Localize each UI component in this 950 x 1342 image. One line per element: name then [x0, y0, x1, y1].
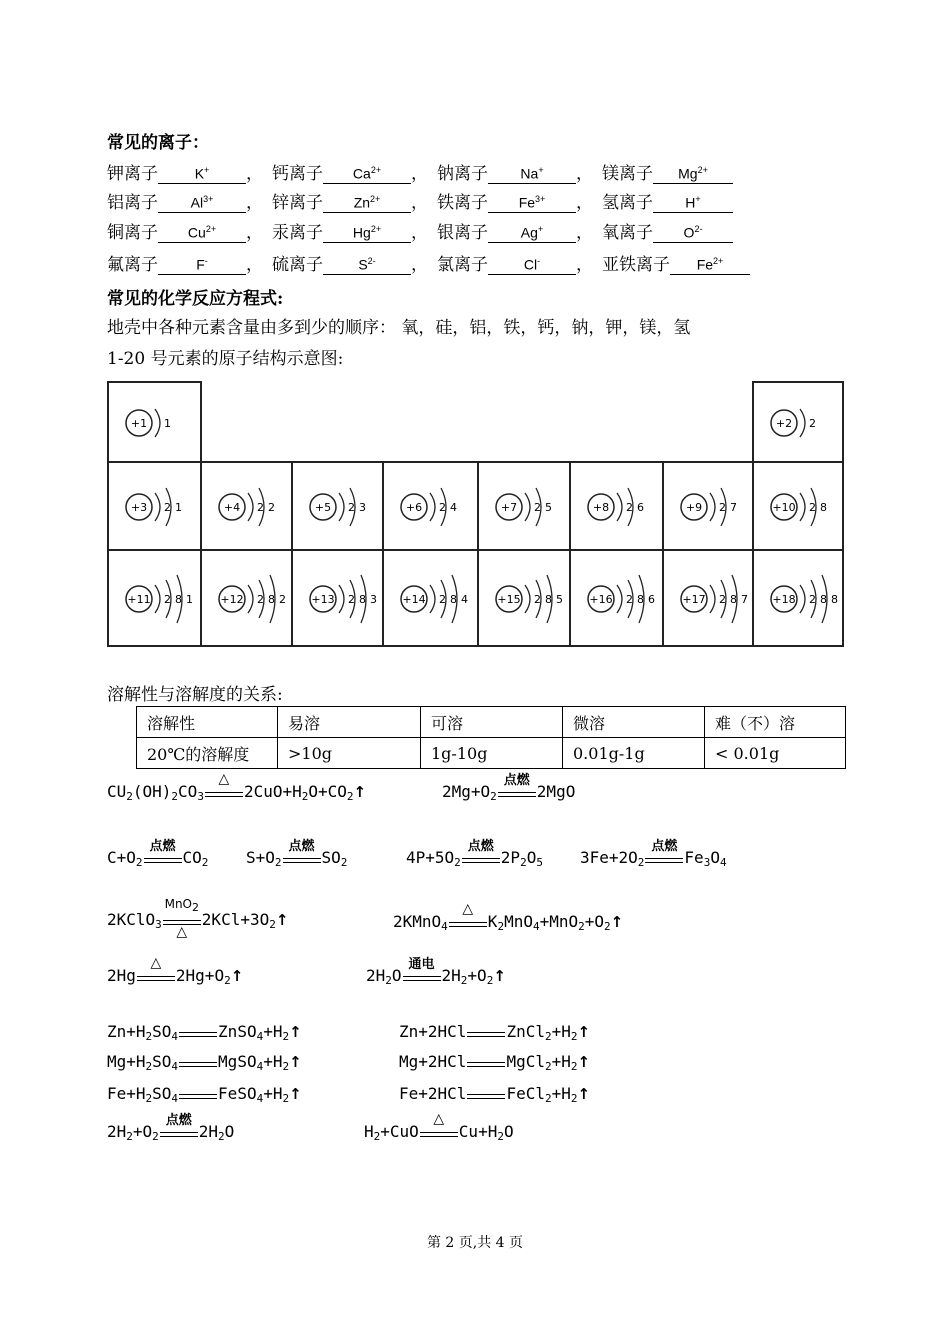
atom-cell: [752, 549, 844, 647]
electron-shell-arc: [525, 585, 530, 613]
electron-shell-arc: [617, 585, 622, 613]
electron-count: 8: [637, 593, 644, 606]
ion-item: [602, 159, 759, 184]
separator: ，: [246, 223, 263, 243]
equation: $S+O_2$ 点燃 $SO_2$: [246, 838, 348, 869]
ion-symbol: $Zn^{2+}$: [323, 190, 411, 213]
electron-count: 2: [534, 593, 541, 606]
separator: ，: [411, 164, 428, 184]
atom-diagram: [479, 551, 571, 647]
ion-symbol: $Cu^{2+}$: [158, 220, 246, 243]
electron-count: 8: [450, 593, 457, 606]
table-cell: 难（不）溶: [705, 707, 846, 738]
equation: $3Fe+2O_2$ 点燃 $Fe_3O_4$: [580, 838, 727, 869]
table-cell: < 0.01g: [705, 738, 846, 769]
electron-count: 2: [439, 501, 446, 514]
ions-heading: 常见的离子：: [107, 133, 209, 153]
nucleus-charge: +15: [497, 593, 521, 606]
atom-diagram: [384, 463, 479, 551]
nucleus-charge: +9: [685, 501, 703, 514]
electron-count: 6: [637, 501, 644, 514]
electron-count: 5: [556, 593, 563, 606]
atom-diagram: [293, 463, 384, 551]
ion-name: 氯离子: [437, 255, 488, 275]
nucleus-charge: +10: [772, 501, 796, 514]
equation: $H_2+CuO$ △ $Cu+H_2O$: [364, 1110, 514, 1143]
electron-count: 1: [175, 501, 182, 514]
ion-name: 硫离子: [272, 255, 323, 275]
ion-name: 镁离子: [602, 164, 653, 184]
atom-diagram: [202, 551, 293, 647]
atom-diagram: [109, 463, 202, 551]
atom-diagram: [664, 551, 754, 647]
ion-name: 钾离子: [107, 164, 158, 184]
electron-count: 2: [809, 593, 816, 606]
table-cell: 可溶: [421, 707, 563, 738]
electron-count: 3: [370, 593, 377, 606]
atom-cell: [291, 461, 384, 551]
electron-shell-arc: [155, 493, 160, 521]
electron-count: 4: [461, 593, 468, 606]
electron-shell-arc: [248, 493, 253, 521]
atom-cell: [291, 549, 384, 647]
atom-cell: [107, 461, 202, 551]
ion-item: [107, 159, 272, 184]
ion-symbol: $Al^{3+}$: [158, 190, 246, 213]
atom-cell: [200, 461, 293, 551]
atom-diagram: [109, 551, 202, 647]
atom-cell: [569, 549, 664, 647]
electron-count: 7: [741, 593, 748, 606]
atom-diagram: [479, 463, 571, 551]
electron-count: 2: [626, 501, 633, 514]
separator: ，: [576, 223, 593, 243]
electron-count: 2: [809, 501, 816, 514]
separator: ，: [576, 193, 593, 213]
electron-count: 2: [719, 501, 726, 514]
electron-count: 2: [279, 593, 286, 606]
electron-count: 1: [186, 593, 193, 606]
table-row: [137, 738, 846, 769]
ion-symbol: $S^{2-}$: [323, 252, 411, 275]
separator: ，: [576, 164, 593, 184]
page-footer: 第 2 页,共 4 页: [426, 1235, 524, 1251]
electron-shell-arc: [800, 493, 805, 521]
ion-symbol: $Ca^{2+}$: [323, 161, 411, 184]
electron-count: 8: [730, 593, 737, 606]
equation: Mg+2HCl $MgCl_2+H_2↑$: [399, 1052, 591, 1073]
atom-diagram: [202, 463, 293, 551]
ion-item: [272, 250, 437, 275]
atom-diagram: [754, 551, 844, 647]
nucleus-charge: +12: [220, 593, 244, 606]
ion-symbol: H+: [653, 190, 733, 213]
nucleus-charge: +18: [772, 593, 796, 606]
electron-shell-arc: [525, 493, 530, 521]
atom-cell: [477, 461, 571, 551]
atom-cell: [752, 381, 844, 463]
atom-cell: [382, 461, 479, 551]
ion-row: [107, 250, 776, 275]
atom-structure-grid: [107, 381, 842, 645]
atom-structure-title: 1-20 号元素的原子结构示意图:: [107, 349, 344, 369]
electron-count: 8: [820, 593, 827, 606]
atom-cell: [569, 461, 664, 551]
equation: $Fe+H_2SO_4$ $FeSO_4+H_2↑$: [107, 1084, 302, 1105]
electron-shell-arc: [800, 409, 805, 437]
equation: 2KClO$_3$ MnO$_2$ △ $2KCl+3O_2↑$: [107, 896, 289, 940]
ion-symbol: $Fe^{2+}$: [670, 252, 750, 275]
nucleus-charge: +16: [589, 593, 613, 606]
equation: $Mg+H_2SO_4$ $MgSO_4+H_2↑$: [107, 1052, 302, 1073]
equation: 2KMnO$_4$ △ $K_2MnO_4+MnO_2+O_2↑$: [393, 900, 624, 933]
electron-shell-arc: [430, 493, 435, 521]
electron-shell-arc: [710, 585, 715, 613]
ion-symbol: $Hg^{2+}$: [323, 220, 411, 243]
electron-count: 2: [626, 593, 633, 606]
ion-item: [602, 250, 776, 275]
ion-name: 钙离子: [272, 164, 323, 184]
separator: ，: [246, 164, 263, 184]
table-cell: 1g-10g: [421, 738, 563, 769]
ion-row: [107, 218, 759, 243]
electron-count: 5: [545, 501, 552, 514]
electron-count: 8: [268, 593, 275, 606]
ion-name: 氧离子: [602, 223, 653, 243]
ion-name: 氟离子: [107, 255, 158, 275]
nucleus-charge: +6: [405, 501, 423, 514]
ion-row: [107, 188, 759, 213]
crust-order-text: 地壳中各种元素含量由多到少的顺序： 氧，硅，铝，铁，钙，钠，钾，镁，氢: [107, 318, 691, 338]
equation: Fe+2HCl $FeCl_2+H_2↑$: [399, 1084, 591, 1105]
table-cell: >10g: [278, 738, 421, 769]
table-cell: 微溶: [563, 707, 705, 738]
equation: Zn+2HCl $ZnCl_2+H_2↑$: [399, 1022, 591, 1043]
electron-count: 8: [359, 593, 366, 606]
atom-diagram: [754, 383, 844, 463]
electron-count: 2: [257, 501, 264, 514]
ion-item: [437, 250, 602, 275]
ion-symbol: Cl-: [488, 252, 576, 275]
ion-item: [272, 159, 437, 184]
ion-name: 铁离子: [437, 193, 488, 213]
electron-count: 8: [175, 593, 182, 606]
nucleus-charge: +5: [314, 501, 332, 514]
separator: ，: [411, 223, 428, 243]
atom-diagram: [109, 383, 202, 463]
atom-cell: [382, 549, 479, 647]
nucleus-charge: +13: [311, 593, 335, 606]
electron-shell-arc: [339, 493, 344, 521]
ion-item: [107, 188, 272, 213]
electron-count: 2: [534, 501, 541, 514]
separator: ，: [576, 255, 593, 275]
electron-count: 6: [648, 593, 655, 606]
electron-shell-arc: [248, 585, 253, 613]
equation: $2Mg+O_2$ 点燃 2MgO: [442, 772, 576, 803]
ion-name: 铜离子: [107, 223, 158, 243]
electron-shell-arc: [617, 493, 622, 521]
equation: $4P+5O_2$ 点燃 $2P_2O_5$: [406, 838, 543, 869]
electron-count: 2: [348, 501, 355, 514]
atom-diagram: [571, 551, 664, 647]
atom-cell: [662, 549, 754, 647]
ion-name: 氢离子: [602, 193, 653, 213]
nucleus-charge: +2: [775, 417, 793, 430]
ion-symbol: Na+: [488, 161, 576, 184]
electron-count: 2: [164, 593, 171, 606]
equation: $CU_2(OH)_2CO_3$ △ $2CuO+H_2O+CO_2↑$: [107, 770, 367, 803]
separator: ，: [411, 255, 428, 275]
electron-shell-arc: [155, 409, 160, 437]
electron-count: 7: [730, 501, 737, 514]
table-cell: 溶解性: [137, 707, 278, 738]
electron-shell-arc: [155, 585, 160, 613]
ion-name: 银离子: [437, 223, 488, 243]
equation: $Zn+H_2SO_4$ $ZnSO_4+H_2↑$: [107, 1022, 302, 1043]
ion-item: [107, 218, 272, 243]
electron-count: 2: [164, 501, 171, 514]
ion-symbol: K+: [158, 161, 246, 184]
electron-count: 2: [348, 593, 355, 606]
atom-diagram: [754, 463, 844, 551]
atom-cell: [107, 381, 202, 463]
separator: ，: [411, 193, 428, 213]
electron-count: 2: [268, 501, 275, 514]
nucleus-charge: +8: [592, 501, 610, 514]
ion-item: [602, 188, 759, 213]
ion-item: [272, 218, 437, 243]
electron-shell-arc: [800, 585, 805, 613]
nucleus-charge: +4: [223, 501, 241, 514]
atom-diagram: [664, 463, 754, 551]
electron-count: 2: [809, 417, 816, 430]
electron-count: 1: [164, 417, 171, 430]
solubility-table: [136, 706, 846, 769]
table-cell: 0.01g-1g: [563, 738, 705, 769]
table-cell: 易溶: [278, 707, 421, 738]
electron-shell-arc: [339, 585, 344, 613]
ion-item: [437, 188, 602, 213]
nucleus-charge: +17: [682, 593, 706, 606]
ion-item: [437, 159, 602, 184]
nucleus-charge: +1: [130, 417, 148, 430]
atom-cell: [107, 549, 202, 647]
equation: 2Hg △ $2Hg+O_2↑$: [107, 954, 244, 987]
ion-row: [107, 159, 759, 184]
ion-item: [107, 250, 272, 275]
ion-symbol: $Fe^{3+}$: [488, 190, 576, 213]
equation: $C+O_2$ 点燃 $CO_2$: [107, 838, 209, 869]
atom-diagram: [384, 551, 479, 647]
atom-diagram: [293, 551, 384, 647]
table-row: [137, 707, 846, 738]
ion-name: 亚铁离子: [602, 255, 670, 275]
atom-cell: [662, 461, 754, 551]
electron-count: 4: [450, 501, 457, 514]
electron-count: 8: [820, 501, 827, 514]
ion-name: 铝离子: [107, 193, 158, 213]
atom-diagram: [571, 463, 664, 551]
ion-symbol: F-: [158, 252, 246, 275]
equation: $2H_2+O_2$ 点燃 $2H_2O$: [107, 1112, 235, 1143]
ion-name: 汞离子: [272, 223, 323, 243]
electron-count: 2: [257, 593, 264, 606]
table-cell: 20℃的溶解度: [137, 738, 278, 769]
electron-shell-arc: [430, 585, 435, 613]
ion-name: 钠离子: [437, 164, 488, 184]
nucleus-charge: +7: [500, 501, 518, 514]
electron-count: 8: [545, 593, 552, 606]
atom-cell: [752, 461, 844, 551]
ion-symbol: $Mg^{2+}$: [653, 161, 733, 184]
ion-item: [602, 218, 759, 243]
nucleus-charge: +3: [130, 501, 148, 514]
nucleus-charge: +11: [127, 593, 151, 606]
atom-cell: [200, 549, 293, 647]
equations-heading: 常见的化学反应方程式:: [107, 289, 284, 309]
ion-name: 锌离子: [272, 193, 323, 213]
separator: ，: [246, 193, 263, 213]
electron-count: 2: [439, 593, 446, 606]
electron-count: 2: [719, 593, 726, 606]
nucleus-charge: +14: [402, 593, 426, 606]
electron-count: 3: [359, 501, 366, 514]
ion-symbol: $O^{2-}$: [653, 220, 733, 243]
atom-cell: [477, 549, 571, 647]
solubility-title: 溶解性与溶解度的关系:: [107, 685, 283, 705]
ion-symbol: Ag+: [488, 220, 576, 243]
ion-item: [437, 218, 602, 243]
separator: ，: [246, 255, 263, 275]
electron-shell-arc: [710, 493, 715, 521]
electron-count: 8: [831, 593, 838, 606]
ion-item: [272, 188, 437, 213]
equation: $2H_2O$ 通电 $2H_2+O_2↑$: [366, 956, 506, 987]
